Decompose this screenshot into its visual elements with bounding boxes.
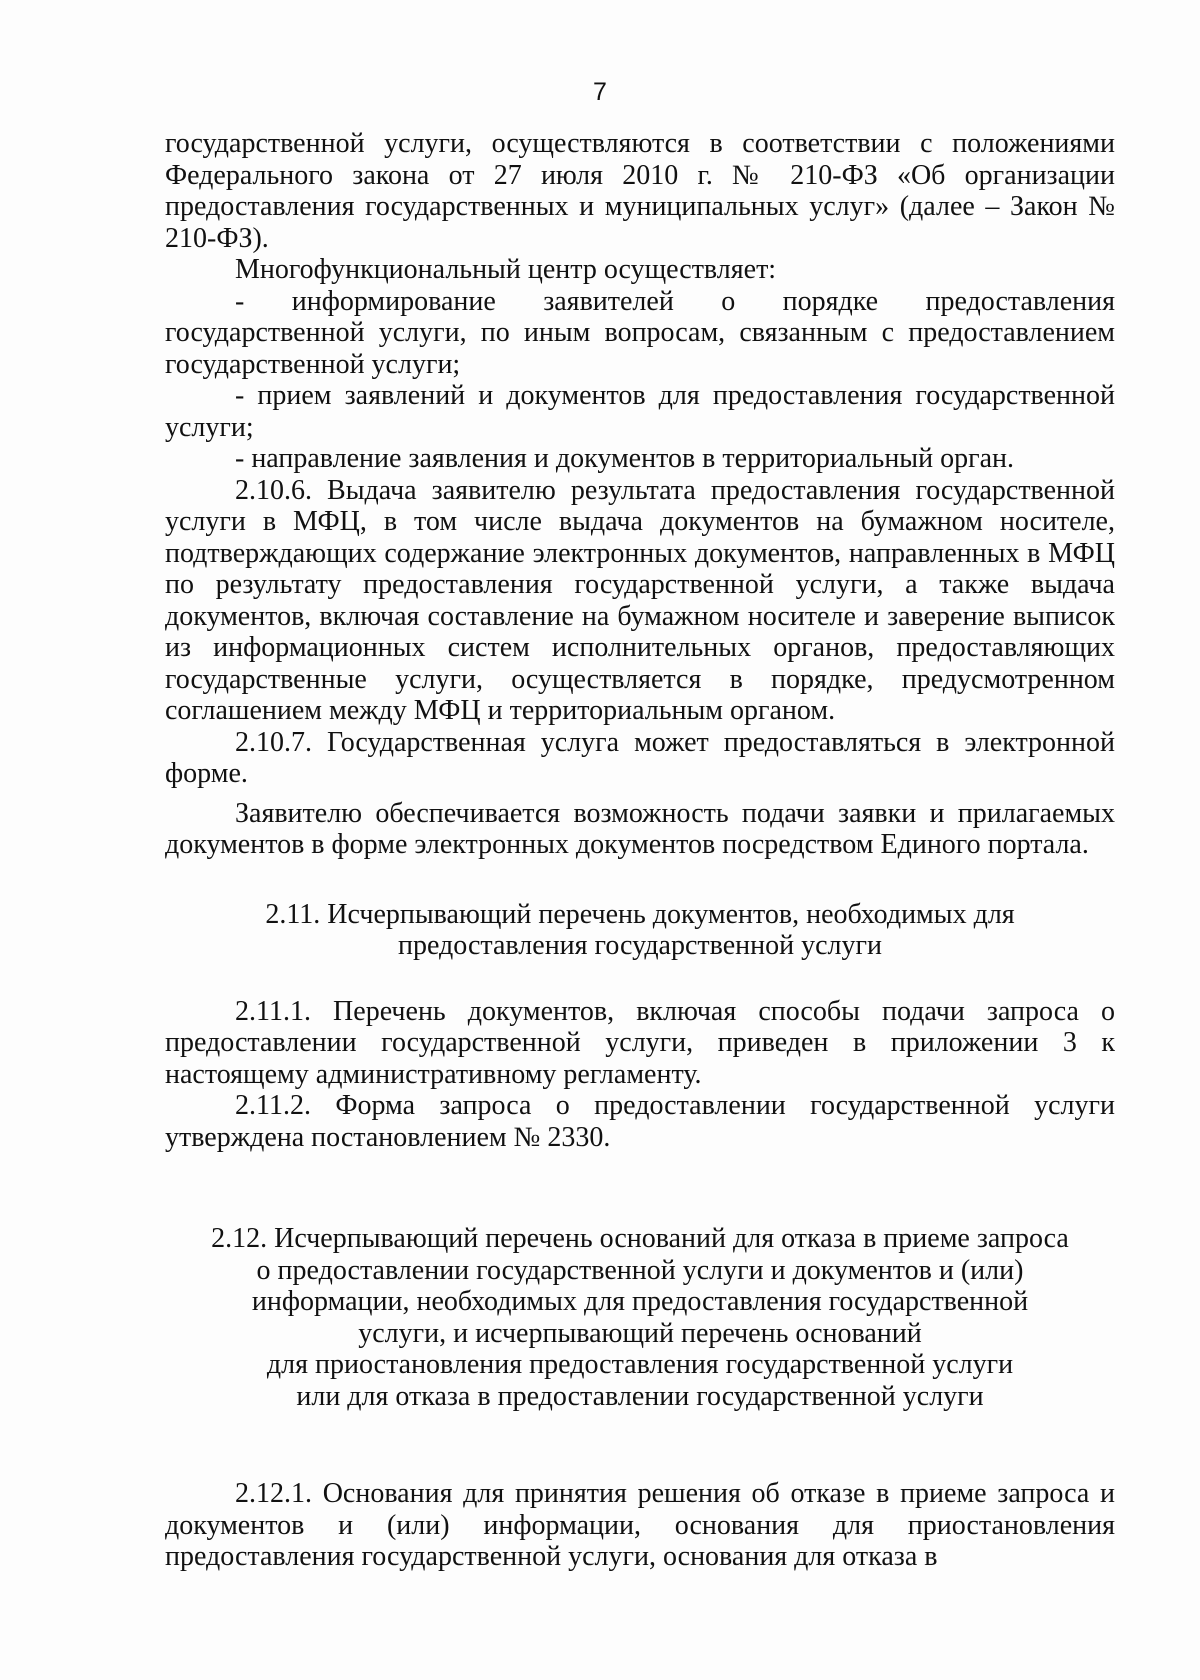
paragraph-electronic-submission: Заявителю обеспечивается возможность подачи заявки и прилагаемых документов в форме электронных документов посредством Единого портала. xyxy=(165,797,1115,860)
heading-line: предоставления государственной услуги xyxy=(398,930,882,961)
paragraph-2-10-6: 2.10.6. Выдача заявителю результата предоставления государственной услуги в МФЦ, в том числе выдача документов на бумажном носителе, подтверждающих содержание электронных документов, направленных в МФЦ по результату предоставления государственной услуги, а также выдача документов, включая составление на бумажном носителе и заверение выписок из информационных систем исполнительных органов, предоставляющих государственные услуги, осуществляется в порядке, предусмотренном соглашением между МФЦ и территориальным органом. xyxy=(165,474,1115,726)
heading-line: о предоставлении государственной услуги и документов и (или) xyxy=(256,1254,1024,1286)
page-number: 7 xyxy=(593,78,607,106)
heading-line: информации, необходимых для предоставления государственной xyxy=(251,1286,1029,1317)
heading-line: для приостановления предоставления государственной услуги xyxy=(266,1349,1014,1380)
paragraph-2-10-7: 2.10.7. Государственная услуга может предоставляться в электронной форме. xyxy=(165,726,1115,789)
section-heading-2-11 xyxy=(165,899,1115,962)
paragraph-continuation: государственной услуги, осуществляются в соответствии с положениями Федерального закона от 27 июля 2010 г. № 210-ФЗ «Об организации предоставления государственных и муниципальных услуг» (далее – Закон № 210-ФЗ). xyxy=(165,128,1115,254)
paragraph-2-11-1: 2.11.1. Перечень документов, включая способы подачи запроса о предоставлении государственной услуги, приведен в приложении 3 к настоящему административному регламенту. xyxy=(165,995,1115,1090)
paragraph-2-11-2: 2.11.2. Форма запроса о предоставлении государственной услуги утверждена постановлением № 2330. xyxy=(165,1090,1115,1153)
heading-line: услуги, и исчерпывающий перечень оснований xyxy=(358,1317,922,1349)
document-body xyxy=(165,128,1115,1573)
heading-line: или для отказа в предоставлении государственной услуги xyxy=(296,1380,984,1412)
paragraph-2-12-1: 2.12.1. Основания для принятия решения об отказе в приеме запроса и документов и (или) информации, основания для приостановления предоставления государственной услуги, основания для отказа в xyxy=(165,1478,1115,1572)
heading-line: 2.11. Исчерпывающий перечень документов, необходимых для xyxy=(265,898,1015,930)
heading-line: 2.12. Исчерпывающий перечень оснований для отказа в приеме запроса xyxy=(211,1223,1069,1254)
section-heading-2-12 xyxy=(165,1223,1115,1412)
paragraph-mfc-intro: Многофункциональный центр осуществляет: xyxy=(235,254,777,285)
list-item-informing: - информирование заявителей о порядке предоставления государственной услуги, по иным вопросам, связанным с предоставлением государственной услуги; xyxy=(165,285,1115,380)
list-item-reception: - прием заявлений и документов для предоставления государственной услуги; xyxy=(165,380,1115,443)
list-item-direction: - направление заявления и документов в территориальный орган. xyxy=(235,443,1014,474)
